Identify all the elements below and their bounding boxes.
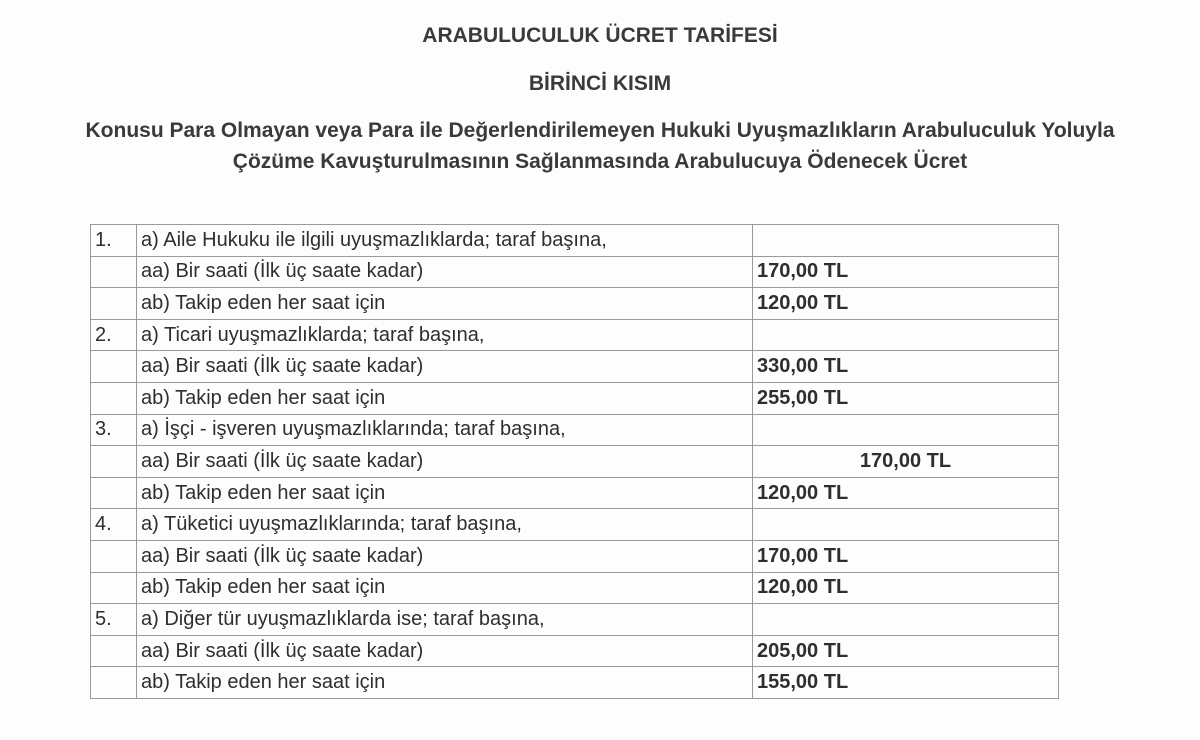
table-row [91,288,1059,320]
item-number: 1. [91,225,137,257]
subtitle-line-1: Konusu Para Olmayan veya Para ile Değerlendirilemeyen Hukuki Uyuşmazlıkların Arabuluculuk Yoluyla [85,119,1115,142]
table-row [91,319,1059,351]
empty-number-cell [91,351,137,383]
table-row [91,351,1059,383]
next-hour-label: ab) Takip eden her saat için [137,477,753,509]
item-heading: a) İşçi - işveren uyuşmazlıklarında; taraf başına, [137,414,753,446]
table-row [91,446,1059,478]
empty-number-cell [91,477,137,509]
first-hour-label: aa) Bir saati (İlk üç saate kadar) [137,256,753,288]
empty-fee-cell [753,604,1059,636]
next-hour-fee: 155,00 TL [753,667,1059,699]
empty-number-cell [91,446,137,478]
item-number: 3. [91,414,137,446]
next-hour-label: ab) Takip eden her saat için [137,667,753,699]
empty-fee-cell [753,509,1059,541]
first-hour-fee: 170,00 TL [753,446,1059,478]
item-heading: a) Diğer tür uyuşmazlıklarda ise; taraf başına, [137,604,753,636]
next-hour-fee: 120,00 TL [753,477,1059,509]
item-heading: a) Ticari uyuşmazlıklarda; taraf başına, [137,319,753,351]
table-row [91,256,1059,288]
table-row [91,382,1059,414]
empty-number-cell [91,540,137,572]
next-hour-fee: 120,00 TL [753,572,1059,604]
empty-number-cell [91,635,137,667]
next-hour-label: ab) Takip eden her saat için [137,572,753,604]
table-row [91,477,1059,509]
first-hour-fee: 205,00 TL [753,635,1059,667]
table-row [91,667,1059,699]
item-heading: a) Tüketici uyuşmazlıklarında; taraf başına, [137,509,753,541]
first-hour-fee: 170,00 TL [753,256,1059,288]
table-row [91,225,1059,257]
empty-number-cell [91,572,137,604]
next-hour-label: ab) Takip eden her saat için [137,382,753,414]
table-row [91,604,1059,636]
first-hour-fee: 330,00 TL [753,351,1059,383]
empty-number-cell [91,382,137,414]
first-hour-label: aa) Bir saati (İlk üç saate kadar) [137,635,753,667]
table-row [91,509,1059,541]
next-hour-fee: 255,00 TL [753,382,1059,414]
first-hour-label: aa) Bir saati (İlk üç saate kadar) [137,540,753,572]
empty-fee-cell [753,225,1059,257]
item-number: 2. [91,319,137,351]
item-number: 4. [91,509,137,541]
item-number: 5. [91,604,137,636]
empty-number-cell [91,256,137,288]
fee-table [90,224,1059,699]
first-hour-label: aa) Bir saati (İlk üç saate kadar) [137,351,753,383]
section-title: BİRİNCİ KISIM [528,72,672,95]
item-heading: a) Aile Hukuku ile ilgili uyuşmazlıklarda; taraf başına, [137,225,753,257]
empty-fee-cell [753,414,1059,446]
empty-number-cell [91,667,137,699]
empty-number-cell [91,288,137,320]
next-hour-fee: 120,00 TL [753,288,1059,320]
first-hour-fee: 170,00 TL [753,540,1059,572]
table-row [91,635,1059,667]
table-row [91,540,1059,572]
subtitle-line-2: Çözüme Kavuşturulmasının Sağlanmasında Arabulucuya Ödenecek Ücret [232,150,968,173]
next-hour-label: ab) Takip eden her saat için [137,288,753,320]
first-hour-label: aa) Bir saati (İlk üç saate kadar) [137,446,753,478]
document-title: ARABULUCULUK ÜCRET TARİFESİ [422,24,778,47]
empty-fee-cell [753,319,1059,351]
table-row [91,572,1059,604]
table-row [91,414,1059,446]
